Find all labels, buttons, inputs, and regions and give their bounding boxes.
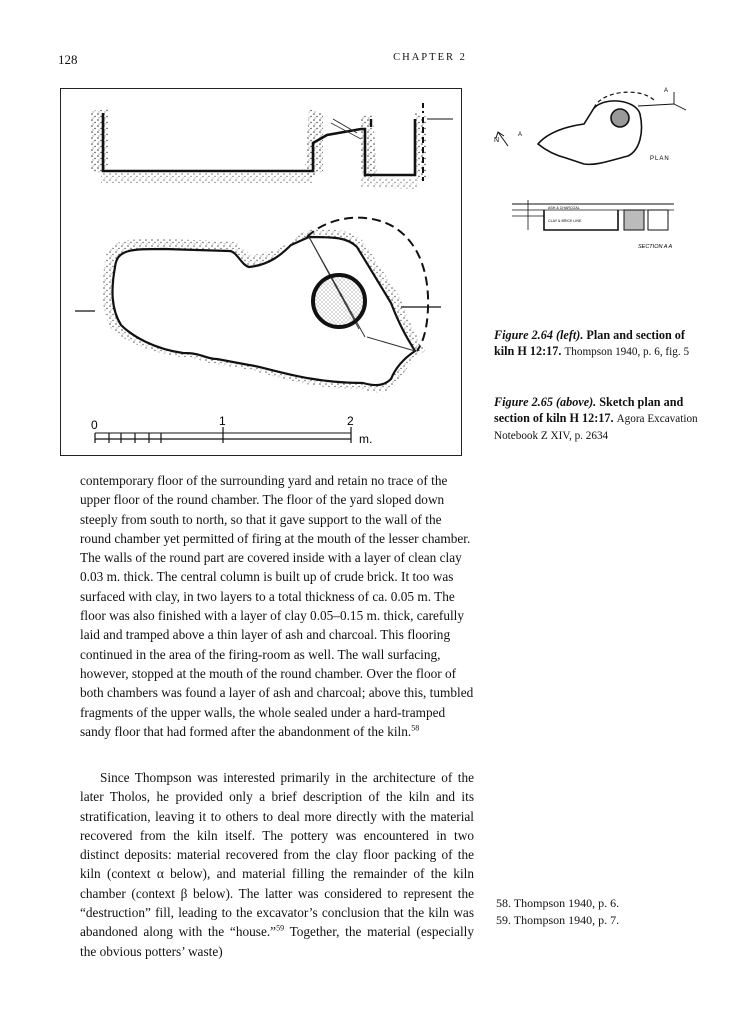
figure-plan-section — [60, 88, 462, 456]
footnote-ref-58: 58 — [411, 723, 420, 733]
layer-label-clay: CLAY & BRICK LINE — [548, 219, 582, 223]
sketch-label-a2: A — [664, 88, 669, 94]
body-paragraph-1 — [80, 471, 474, 741]
sketch-label-a1: A — [518, 132, 523, 138]
scale-label-2: 2 — [347, 414, 354, 428]
scale-label-unit: m. — [359, 432, 373, 446]
caption-2-title: Sketch plan and section of kiln H 12:17. — [494, 395, 684, 425]
scale-label-0: 0 — [91, 418, 98, 432]
section-label: SECTION A A — [638, 244, 673, 250]
running-head: CHAPTER 2 — [393, 52, 467, 63]
body-paragraph-2 — [80, 768, 474, 961]
scale-bar — [91, 414, 372, 446]
paragraph-2-continuation: Together, the material (especially the obvious potters’ waste) — [80, 924, 474, 959]
plan-drawing — [75, 218, 441, 393]
section-drawing — [91, 103, 453, 189]
caption-1-title: Plan and section of kiln H 12:17. — [494, 328, 685, 358]
caption-1-source: Thompson 1940, p. 6, fig. 5 — [564, 346, 690, 358]
caption-2-source: Agora Excavation Notebook Z XIV, p. 2634 — [494, 413, 698, 442]
caption-1-figure-ref: Figure 2.64 (left). — [494, 328, 584, 342]
scale-label-1: 1 — [219, 414, 226, 428]
figure-sketch — [488, 82, 710, 262]
paragraph-1-text: contemporary floor of the surrounding yard and retain no trace of the upper floor of the round chamber. The floor of the yard sloped down steeply from south to north, so that it gave support to the wall of the round chamber yet permitted of firing at the mouth of the lesser chamber. The walls of the round part are covered inside with a layer of clean clay 0.03 m. thick. The central column is built up of crude brick. It too was surfaced with clay, in two layers to a total thickness of ca. 0.05 m. The floor was also finished with a layer of clay 0.05–0.15 m. thick, carefully laid and tramped above a thin layer of ash and charcoal. This flooring continued in the area of the firing-room as well. The wall surfacing, however, stopped at the mouth of the round chamber. Over the floor of both chambers was found a layer of ash and charcoal; above this, tumbled fragments of the upper walls, the whole sealed under a hard-tramped sandy floor that had formed after the abandonment of the kiln. — [80, 473, 474, 739]
caption-figure-2-64 — [494, 327, 704, 360]
kiln-drawing — [61, 89, 461, 455]
footnote-ref-59: 59 — [276, 923, 285, 933]
north-label: N — [494, 137, 500, 144]
sketch-plan — [494, 88, 686, 164]
layer-label-ash: ASH & CHARCOAL — [548, 206, 580, 210]
caption-figure-2-65 — [494, 394, 704, 444]
page-number: 128 — [58, 52, 78, 67]
paragraph-2-text: Since Thompson was interested primarily in the architecture of the later Tholos, he provided only a brief description of the kiln and its stratification, leaving it to others to deal more directly with the material recovered from the kiln itself. The pottery was encountered in two distinct deposits: material recovered from the clay floor packing of the kiln (context α below), and material filling the remainder of the kiln chamber (context β below). The latter was considered to represent the “destruction” fill, leading to the excavator’s conclusion that the kiln was abandoned along with the “house.” — [80, 770, 474, 940]
footnote-59: 59. Thompson 1940, p. 7. — [496, 913, 620, 927]
footnotes — [496, 895, 706, 929]
plan-label: PLAN — [650, 156, 670, 162]
footnote-58: 58. Thompson 1940, p. 6. — [496, 896, 620, 910]
sketch-section — [512, 200, 674, 250]
caption-2-figure-ref: Figure 2.65 (above). — [494, 395, 597, 409]
